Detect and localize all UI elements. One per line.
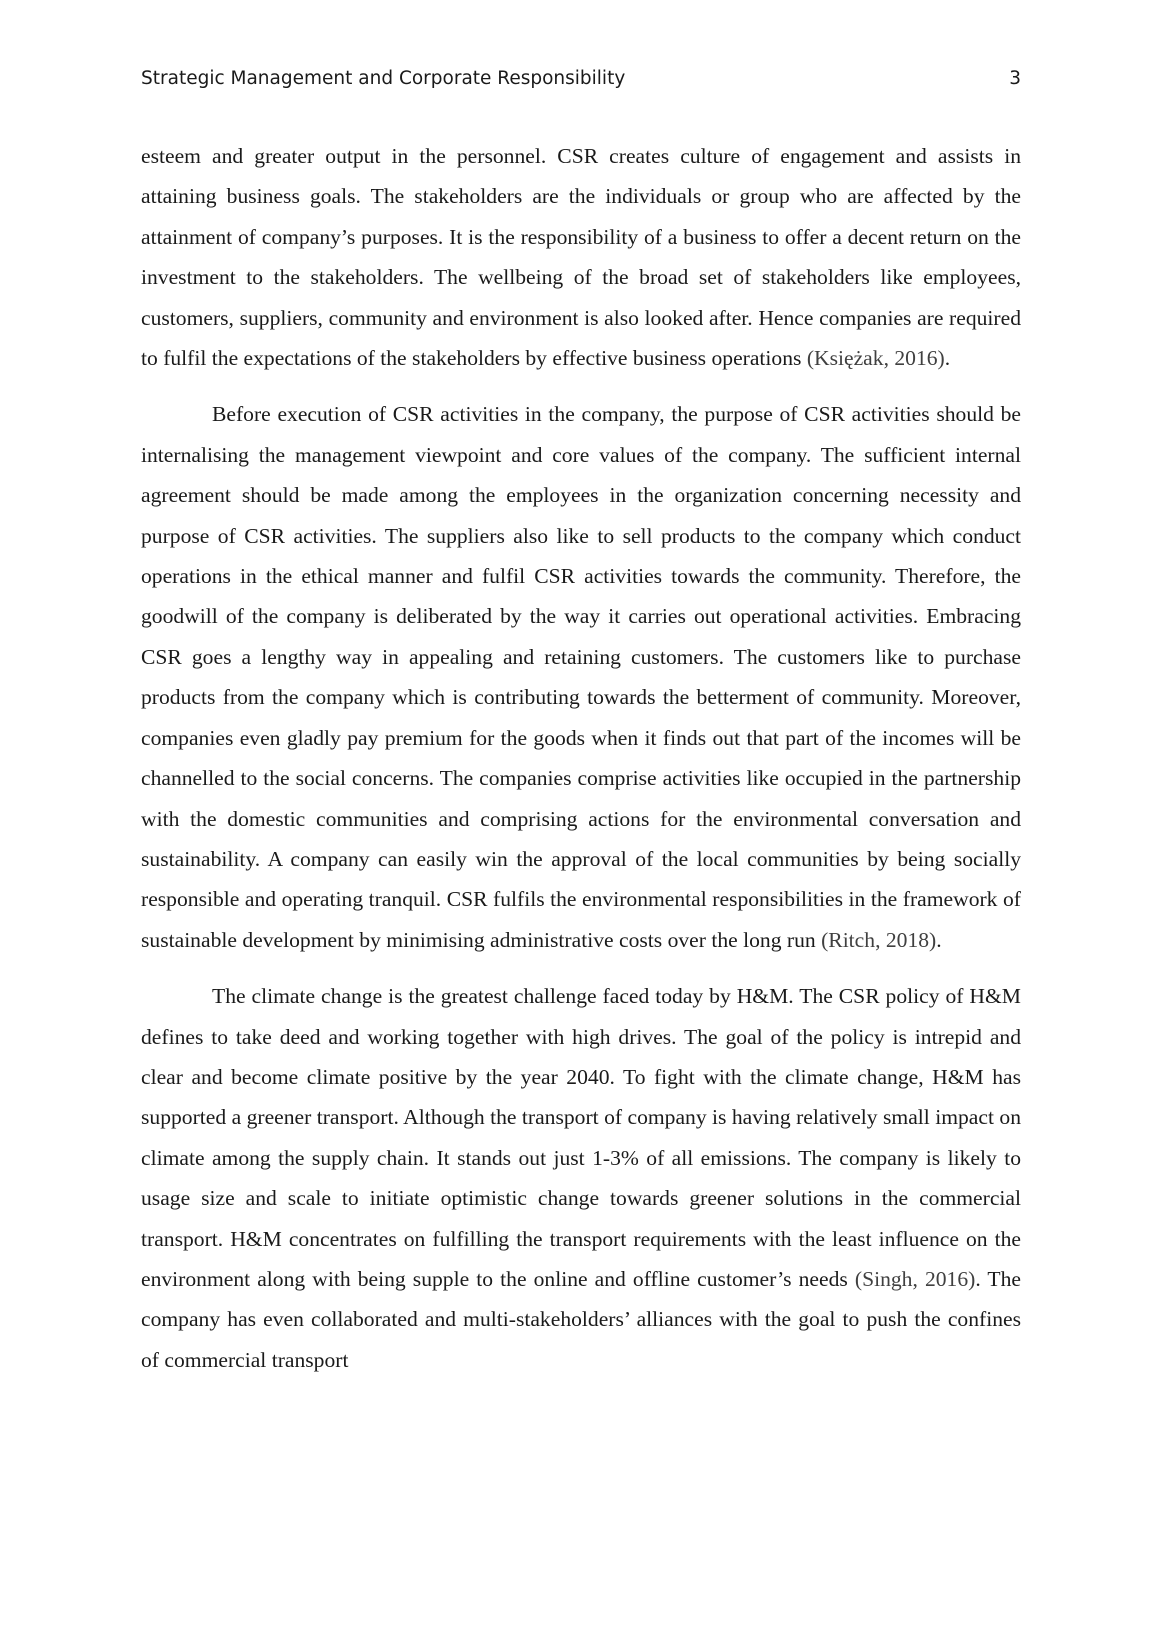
paragraph-3-text: The climate change is the greatest challenge faced today by H&M. The CSR policy of H&M defines to take deed and working together with high drives. The goal of the policy is intrepid and clear and become climate positive by the year 2040. To fight with the climate change, H&M has supported a greener transport. Although the transport of company is having relatively small impact on climate among the supply chain. It stands out just 1-3% of all emissions. The company is likely to usage size and scale to initiate optimistic change towards greener solutions in the commercial transport. H&M concentrates on fulfilling the transport requirements with the least influence on the environment along with being supple to the online and offline customer’s needs — [141, 984, 1021, 1291]
running-header — [141, 68, 1021, 89]
citation-ritch: (Ritch, 2018) — [821, 927, 937, 952]
paragraph-2 — [141, 394, 1021, 960]
paragraph-1 — [141, 136, 1021, 378]
header-title: Strategic Management and Corporate Responsibility — [141, 68, 626, 89]
paragraph-3 — [141, 976, 1021, 1380]
paragraph-2-text: Before execution of CSR activities in the company, the purpose of CSR activities should be internalising the management viewpoint and core values of the company. The sufficient internal agreement should be made among the employees in the organization concerning necessity and purpose of CSR activities. The suppliers also like to sell products to the company which conduct operations in the ethical manner and fulfil CSR activities towards the community. Therefore, the goodwill of the company is deliberated by the way it carries out operational activities. Embracing CSR goes a lengthy way in appealing and retaining customers. The customers like to purchase products from the company which is contributing towards the betterment of community. Moreover, companies even gladly pay premium for the goods when it finds out that part of the incomes will be channelled to the social concerns. The companies comprise activities like occupied in the partnership with the domestic communities and comprising actions for the environmental conversation and sustainability. A company can easily win the approval of the local communities by being socially responsible and operating tranquil. CSR fulfils the environmental responsibilities in the framework of sustainable development by minimising administrative costs over the long run — [141, 402, 1021, 952]
paragraph-1-tail: . — [944, 346, 951, 371]
page-number: 3 — [1009, 68, 1021, 89]
body-text — [141, 136, 1021, 1396]
paragraph-1-text: esteem and greater output in the personnel. CSR creates culture of engagement and assists in attaining business goals. The stakeholders are the individuals or group who are affected by the attainment of company’s purposes. It is the responsibility of a business to offer a decent return on the investment to the stakeholders. The wellbeing of the broad set of stakeholders like employees, customers, suppliers, community and environment is also looked after. Hence companies are required to fulfil the expectations of the stakeholders by effective business operations — [141, 144, 1021, 371]
paragraph-2-tail: . — [936, 927, 942, 952]
citation-singh: (Singh, 2016) — [854, 1266, 976, 1291]
citation-ksiezak: (Księżak, 2016) — [806, 346, 945, 371]
paragraph-3-tail: . The company has even collaborated and multi-stakeholders’ alliances with the goal to push the confines of commercial transport — [141, 1266, 1021, 1372]
